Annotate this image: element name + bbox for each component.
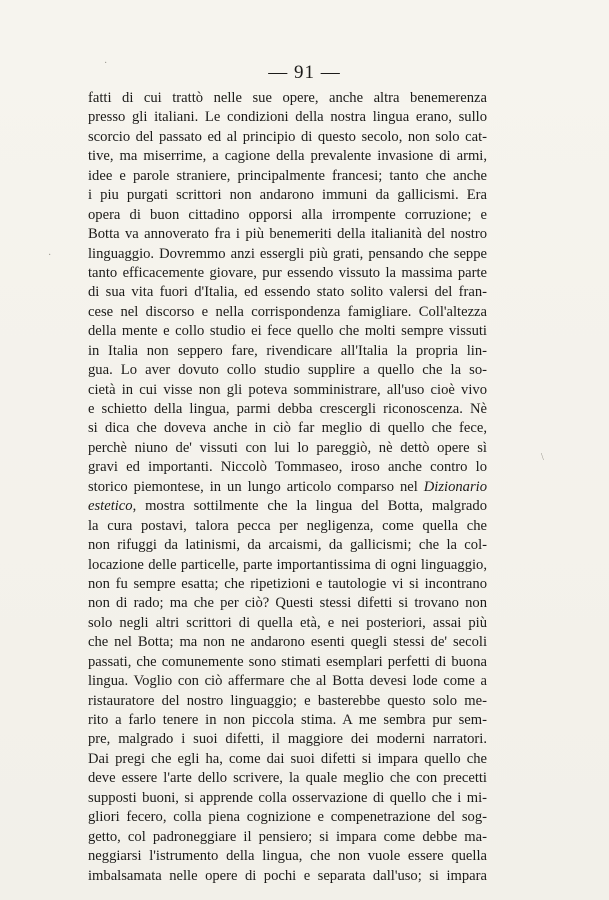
text-line: cese nel discorso e nella corrispondenza famigliare. Coll'altezza bbox=[88, 303, 487, 320]
text-line: Dai pregi che egli ha, come dai suoi difetti si impara quello che bbox=[88, 750, 487, 767]
text-line: gua. Lo aver dovuto collo studio supplire a quello che la so- bbox=[88, 362, 487, 379]
text-line: ristauratore del nostro linguaggio; e basterebbe questo solo me- bbox=[88, 692, 487, 709]
text-line: passati, che comunemente sono stimati esemplari perfetti di buona bbox=[88, 653, 487, 670]
text-line: locazione delle particelle, parte importantissima di ogni linguaggio, bbox=[88, 556, 487, 573]
text-line: non di rado; ma che per ciò? Questi stessi difetti si trovano non bbox=[88, 595, 487, 612]
text-line: lingua. Voglio con ciò affermare che al Botta devesi lode come a bbox=[88, 673, 487, 690]
text-line: non fu sempre esatta; che ripetizioni e tautologie vi si incontrano bbox=[88, 575, 487, 592]
text-line: tive, ma miserrime, a cagione della prevalente invasione di armi, bbox=[88, 148, 487, 165]
text-line: non rifuggi da latinismi, da arcaismi, da gallicismi; che la col- bbox=[88, 537, 487, 554]
text-line: opera di buon cittadino opporsi alla irrompente corruzione; e bbox=[88, 206, 487, 223]
text-line: tanto efficacemente giovare, pur essendo vissuto la massima parte bbox=[88, 264, 487, 281]
text-line: gliori fecero, colla piena cognizione e compenetrazione del sog- bbox=[88, 809, 487, 826]
page-number: — 91 — bbox=[268, 62, 341, 83]
text-line: rito a farlo tenere in non piccola stima. A me sembra pur sem- bbox=[88, 712, 487, 728]
text-line: si dica che doveva anche in ciò far meglio di quello che fece, bbox=[88, 420, 487, 437]
text-line: supposti buoni, si apprende colla osservazione di quello che i mi- bbox=[88, 789, 487, 806]
text-line: perchè niuno de' vissuti con lui lo pareggiò, nè dettò opere sì bbox=[88, 439, 487, 456]
text-line: di sua vita fuori d'Italia, ed essendo stato solito valersi del fran- bbox=[88, 284, 487, 301]
paper-speck-mark: · bbox=[48, 250, 52, 261]
text-line: in Italia non seppero fare, rivendicare all'Italia la propria lin- bbox=[88, 342, 487, 359]
text-line: deve essere l'arte dello scrivere, la quale meglio che con precetti bbox=[88, 770, 487, 787]
text-line: e schietto della lingua, parmi debba crescergli riconoscenza. Nè bbox=[88, 401, 487, 417]
text-line: idee e parole straniere, principalmente francesi; tanto che anche bbox=[88, 167, 487, 184]
text-line: imbalsamata nelle opere di pochi e separata dall'uso; si impara bbox=[88, 867, 487, 884]
text-line: presso gli italiani. Le condizioni della nostra lingua erano, sullo bbox=[88, 109, 487, 126]
text-line: fatti di cui trattò nelle sue opere, anche altra benemerenza bbox=[88, 90, 487, 106]
text-line: scorcio del passato ed al principio di questo secolo, non solo cat- bbox=[88, 128, 487, 145]
paper-speck-mark: · bbox=[104, 58, 108, 69]
text-line: estetico, mostra sottilmente che la lingua del Botta, malgrado bbox=[88, 498, 487, 515]
text-line: della mente e collo studio ei fece quello che molti sempre vissuti bbox=[88, 323, 487, 340]
text-line: solo negli altri scrittori di quella età, e nei posteriori, assai più bbox=[88, 614, 487, 631]
text-line: linguaggio. Dovremmo anzi essergli più grati, pensando che seppe bbox=[88, 245, 487, 262]
text-line: la cura postavi, talora pecca per negligenza, come quella che bbox=[88, 517, 487, 534]
text-line: getto, col padroneggiare il pensiero; si impara come debbe ma- bbox=[88, 828, 487, 845]
body-text bbox=[88, 89, 487, 886]
text-line: pre, malgrado i suoi difetti, il maggiore dei moderni narratori. bbox=[88, 731, 487, 748]
text-line: neggiarsi l'istrumento della lingua, che non vuole essere quella bbox=[88, 848, 487, 865]
text-line: i piu purgati scrittori non andarono immuni da gallicismi. Era bbox=[88, 187, 487, 204]
text-line: cietà in cui visse non gli poteva somministrare, all'uso cioè vivo bbox=[88, 381, 487, 398]
text-line: gravi ed importanti. Niccolò Tommaseo, iroso anche contro lo bbox=[88, 459, 487, 476]
text-line: Botta va annoverato fra i più benemeriti della italianità del nostro bbox=[88, 226, 487, 243]
paper-speck-mark: \ bbox=[541, 452, 544, 463]
text-line: che nel Botta; ma non ne andarono esenti quegli stessi de' secoli bbox=[88, 634, 487, 651]
text-line: storico piemontese, in un lungo articolo comparso nel Dizionario bbox=[88, 478, 487, 495]
